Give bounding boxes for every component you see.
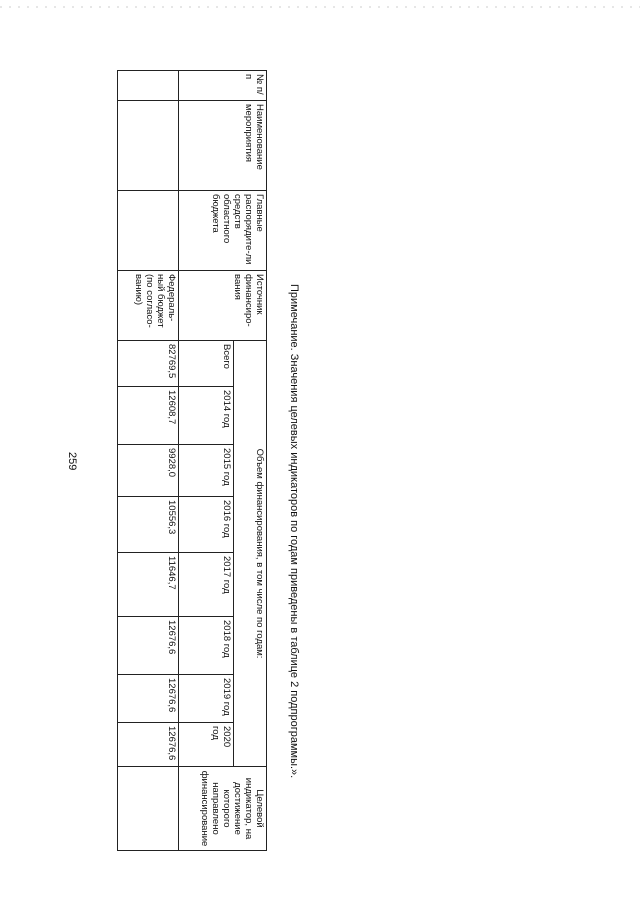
cell-total: 82769,5 xyxy=(118,341,179,387)
cell-2018: 12676,6 xyxy=(118,617,179,675)
cell-indicator xyxy=(118,767,179,851)
table-row xyxy=(118,71,179,851)
financing-table xyxy=(117,70,267,851)
page-number: 259 xyxy=(66,452,78,471)
cell-2016: 10556,3 xyxy=(118,497,179,553)
header-year-2017: 2017 год xyxy=(178,553,233,617)
header-indicator: Целевой индикатор, на достижение которого направлено финансирование xyxy=(178,767,266,851)
header-num: № п/п xyxy=(178,71,266,101)
header-year-2018: 2018 год xyxy=(178,617,233,675)
rotated-table-wrapper xyxy=(117,70,267,850)
header-year-2014: 2014 год xyxy=(178,387,233,445)
cell-managers xyxy=(118,191,179,271)
cell-name xyxy=(118,101,179,191)
header-total: Всего xyxy=(178,341,233,387)
scan-artifact xyxy=(0,6,640,8)
header-volume: Объем финансирования, в том числе по годам: xyxy=(234,341,267,767)
cell-2019: 12676,6 xyxy=(118,675,179,723)
header-year-2019: 2019 год xyxy=(178,675,233,723)
cell-2015: 9928,0 xyxy=(118,445,179,497)
cell-2020: 12676,6 xyxy=(118,723,179,767)
note-text: Примечание. Значения целевых индикаторов по годам приведены в таблице 2 подпрограммы.». xyxy=(288,284,300,779)
cell-2017: 11646,7 xyxy=(118,553,179,617)
header-managers: Главные распорядите-ли средств областного бюджета xyxy=(178,191,266,271)
header-row-1 xyxy=(234,71,267,851)
header-year-2020: 2020 год xyxy=(178,723,233,767)
header-name: Наименование мероприятия xyxy=(178,101,266,191)
cell-num xyxy=(118,71,179,101)
header-year-2016: 2016 год xyxy=(178,497,233,553)
header-year-2015: 2015 год xyxy=(178,445,233,497)
cell-2014: 12608,7 xyxy=(118,387,179,445)
header-source: Источник финансиро-вания xyxy=(178,271,266,341)
cell-source: Федераль-ный бюджет (по согласо-ванию) xyxy=(118,271,179,341)
